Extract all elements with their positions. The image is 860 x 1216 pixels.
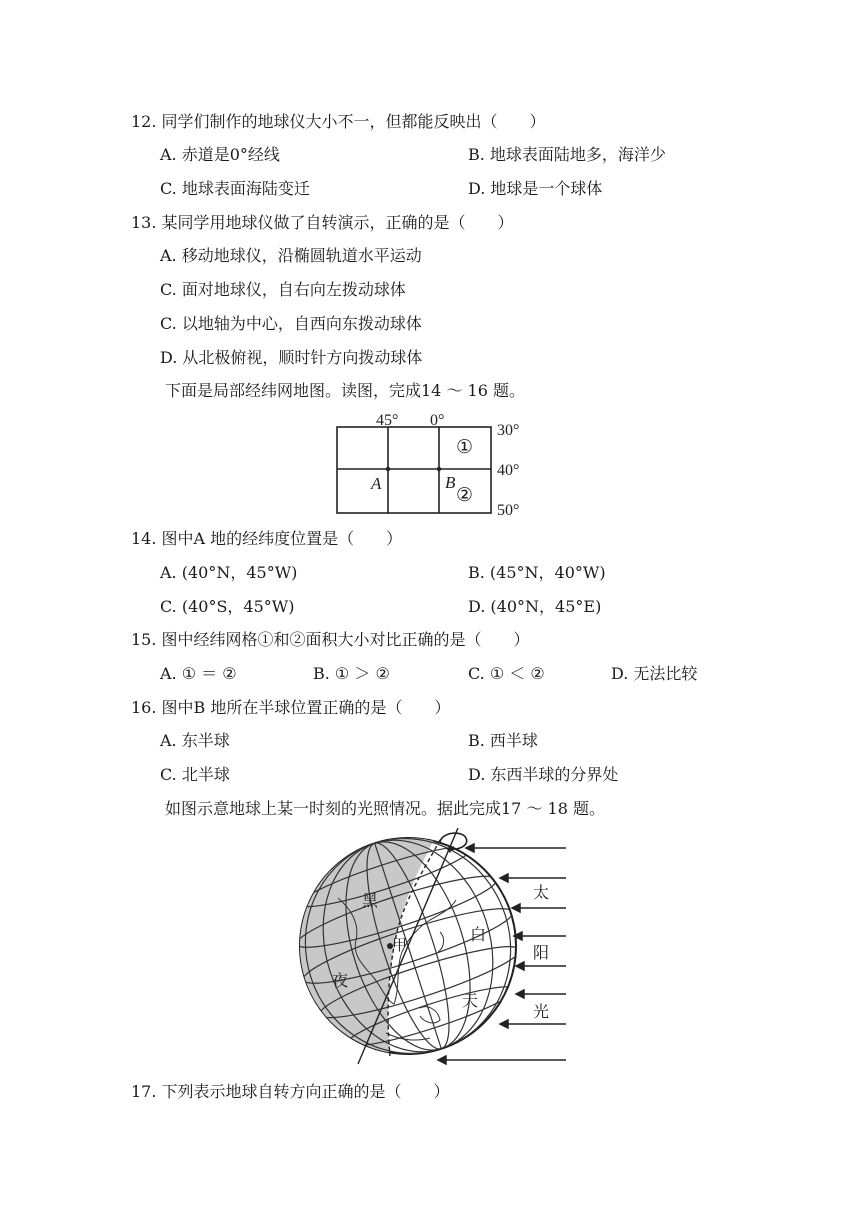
point-label-b: B: [445, 473, 456, 492]
intro-14-16: 下面是局部经纬网地图。读图，完成14 ～ 16 题。: [165, 381, 525, 400]
night-char-1: 黑: [362, 893, 379, 910]
q12-option-a: A. 赤道是0°经线: [160, 145, 280, 164]
sunlight-char-1: 太: [533, 885, 550, 902]
q14-option-a: A. (40°N，45°W): [160, 563, 298, 582]
q15-option-c: C. ① ＜ ②: [468, 664, 545, 683]
night-char-2: 夜: [332, 973, 349, 990]
q17-stem: 17. 下列表示地球自转方向正确的是（ ）: [131, 1082, 450, 1101]
q13-option-b: C. 面对地球仪，自右向左拨动球体: [160, 280, 406, 299]
top-label-0: 0°: [430, 412, 445, 429]
sunlight-char-3: 光: [533, 1004, 550, 1021]
q12-option-d: D. 地球是一个球体: [468, 179, 603, 198]
day-char-1: 白: [470, 927, 487, 944]
q15-option-a: A. ① ＝ ②: [160, 664, 237, 683]
q12-option-b: B. 地球表面陆地多，海洋少: [468, 145, 666, 164]
day-char-2: 天: [462, 993, 479, 1010]
q15-option-b: B. ① ＞ ②: [313, 664, 390, 683]
label-jia: 甲: [392, 938, 408, 954]
q16-option-c: C. 北半球: [160, 765, 230, 784]
q14-option-c: C. (40°S，45°W): [160, 597, 295, 616]
q13-option-a: A. 移动地球仪，沿椭圆轨道水平运动: [160, 246, 422, 265]
globe-illumination-figure: [290, 828, 580, 1068]
q16-stem: 16. 图中B 地所在半球位置正确的是（ ）: [131, 698, 451, 717]
q15-stem: 15. 图中经纬网格①和②面积大小对比正确的是（ ）: [131, 630, 530, 649]
q15-option-d: D. 无法比较: [611, 664, 698, 683]
right-label-50: 50°: [497, 502, 520, 519]
cell-label-1: ①: [456, 437, 474, 458]
grid-point-b: [437, 467, 441, 471]
q13-option-c: C. 以地轴为中心，自西向东拨动球体: [160, 314, 422, 333]
q14-option-b: B. (45°N，40°W): [468, 563, 606, 582]
right-label-40: 40°: [497, 462, 520, 479]
q13-stem: 13. 某同学用地球仪做了自转演示，正确的是（ ）: [131, 213, 514, 232]
q16-option-a: A. 东半球: [160, 731, 230, 750]
q14-stem: 14. 图中A 地的经纬度位置是（ ）: [131, 529, 403, 548]
point-label-a: A: [371, 474, 382, 493]
q12-option-c: C. 地球表面海陆变迁: [160, 179, 310, 198]
q16-option-d: D. 东西半球的分界处: [468, 765, 619, 784]
top-label-45: 45°: [376, 412, 399, 429]
right-label-30: 30°: [497, 422, 520, 439]
q13-option-d: D. 从北极俯视，顺时针方向拨动球体: [160, 348, 423, 367]
q14-option-d: D. (40°N，45°E): [468, 597, 602, 616]
sunlight-char-2: 阳: [533, 945, 550, 962]
cell-label-2: ②: [456, 485, 474, 506]
intro-17-18: 如图示意地球上某一时刻的光照情况。据此完成17 ～ 18 题。: [165, 799, 605, 818]
q16-option-b: B. 西半球: [468, 731, 538, 750]
latlong-grid-figure: [330, 410, 530, 520]
q12-stem: 12. 同学们制作的地球仪大小不一，但都能反映出（ ）: [131, 112, 546, 131]
grid-point-a: [386, 467, 390, 471]
